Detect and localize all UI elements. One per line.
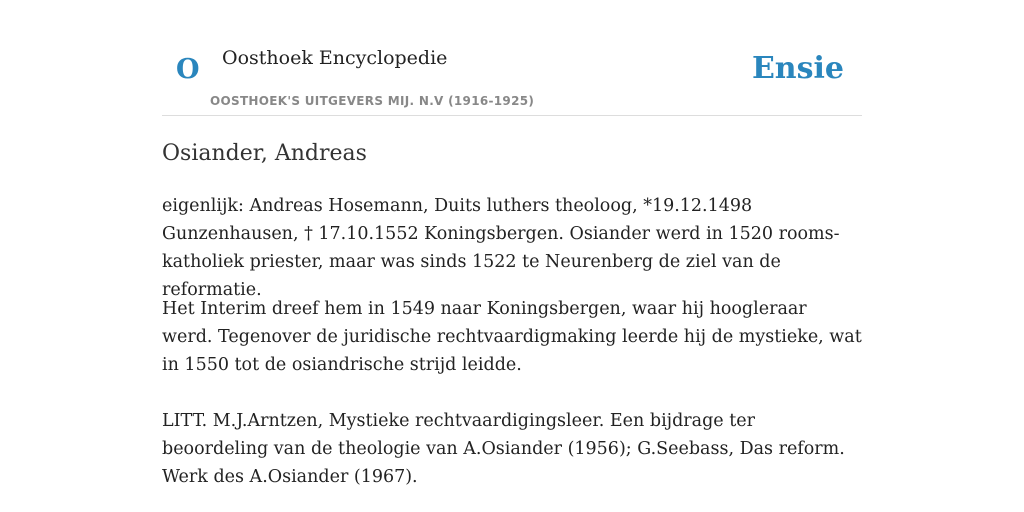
site-subtitle: OOSTHOEK'S UITGEVERS MIJ. N.V (1916-1925)	[210, 94, 535, 108]
entry-paragraph: Het Interim dreef hem in 1549 naar Koningsbergen, waar hij hoogleraar werd. Tegenover de juridische rechtvaardigmaking leerde hij de mystieke, wat in 1550 tot de osiandrische strijd leidde.	[162, 299, 862, 375]
site-header	[162, 0, 862, 116]
entry-literature: LITT. M.J.Arntzen, Mystieke rechtvaardigingsleer. Een bijdrage ter beoordeling van de theologie van A.Osiander (1956); G.Seebass, Das reform. Werk des A.Osiander (1967).	[162, 411, 845, 487]
site-logo[interactable]: O	[176, 54, 200, 85]
page-container	[162, 0, 862, 487]
site-title[interactable]: Oosthoek Encyclopedie	[222, 47, 448, 69]
ensie-brand-link[interactable]: Ensie	[751, 51, 844, 86]
page-title: Osiander, Andreas	[162, 141, 367, 166]
entry-paragraph: eigenlijk: Andreas Hosemann, Duits luthers theoloog, *19.12.1498 Gunzenhausen, † 17.10.1552 Koningsbergen. Osiander werd in 1520 rooms-katholiek priester, maar was sinds 1522 te Neurenberg de ziel van de reformatie.	[162, 196, 840, 300]
